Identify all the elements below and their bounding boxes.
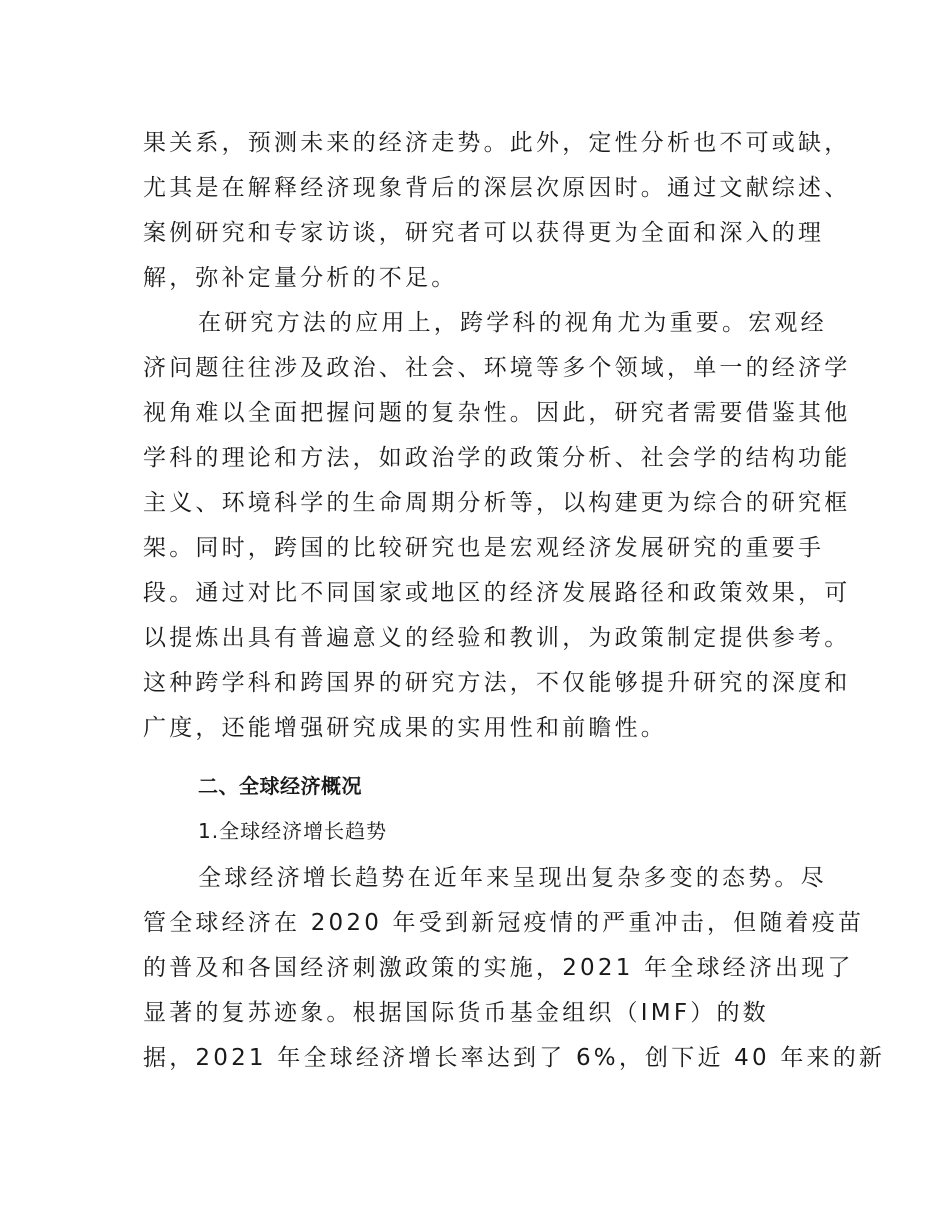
paragraph-line: 据，2021 年全球经济增长率达到了 6%，创下近 40 年来的新 — [143, 1045, 886, 1071]
paragraph-line: 视角难以全面把握问题的复杂性。因此，研究者需要借鉴其他 — [143, 400, 851, 426]
paragraph-line: 显著的复苏迹象。根据国际货币基金组织（IMF）的数 — [143, 1000, 769, 1026]
paragraph-line: 主义、环境科学的生命周期分析等，以构建更为综合的研究框 — [143, 490, 851, 516]
section-heading: 二、全球经济概况 — [198, 774, 362, 798]
paragraph-line: 学科的理论和方法，如政治学的政策分析、社会学的结构功能 — [143, 445, 851, 471]
paragraph-line: 以提炼出具有普遍意义的经验和教训，为政策制定提供参考。 — [143, 625, 851, 651]
paragraph-line: 解，弥补定量分析的不足。 — [143, 265, 458, 291]
paragraph-line: 段。通过对比不同国家或地区的经济发展路径和政策效果，可 — [143, 580, 851, 606]
paragraph-line: 的普及和各国经济刺激政策的实施，2021 年全球经济出现了 — [143, 955, 854, 981]
paragraph-line: 全球经济增长趋势在近年来呈现出复杂多变的态势。尽 — [198, 865, 827, 891]
paragraph-line: 这种跨学科和跨国界的研究方法，不仅能够提升研究的深度和 — [143, 670, 851, 696]
subsection-heading: 1.全球经济增长趋势 — [198, 819, 388, 843]
paragraph-line: 济问题往往涉及政治、社会、环境等多个领域，单一的经济学 — [143, 355, 851, 381]
paragraph-line: 果关系，预测未来的经济走势。此外，定性分析也不可或缺， — [143, 130, 851, 156]
paragraph-line: 管全球经济在 2020 年受到新冠疫情的严重冲击，但随着疫苗 — [143, 910, 865, 936]
paragraph-line: 架。同时，跨国的比较研究也是宏观经济发展研究的重要手 — [143, 535, 825, 561]
paragraph-line: 尤其是在解释经济现象背后的深层次原因时。通过文献综述、 — [143, 175, 851, 201]
paragraph-line: 案例研究和专家访谈，研究者可以获得更为全面和深入的理 — [143, 220, 825, 246]
paragraph-line: 广度，还能增强研究成果的实用性和前瞻性。 — [143, 715, 667, 741]
paragraph-line: 在研究方法的应用上，跨学科的视角尤为重要。宏观经 — [198, 310, 827, 336]
